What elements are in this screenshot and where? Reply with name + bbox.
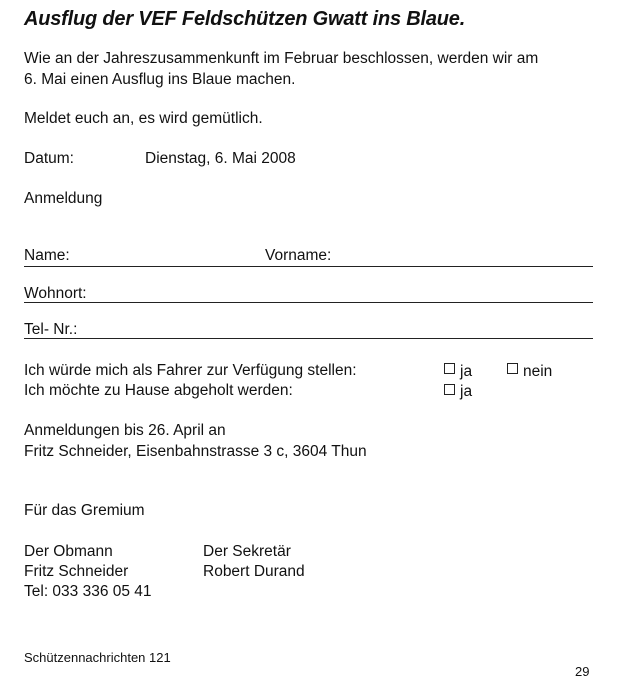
- name-label: Name:: [24, 247, 70, 264]
- publication-name: Schützennachrichten 121: [24, 650, 171, 665]
- registration-heading: Anmeldung: [24, 190, 103, 207]
- driver-no-checkbox[interactable]: [507, 363, 518, 374]
- driver-question: Ich würde mich als Fahrer zur Verfügung stellen:: [24, 362, 357, 379]
- vorname-label: Vorname:: [265, 247, 332, 264]
- committee-text: Für das Gremium: [24, 502, 145, 519]
- deadline-line-1: Anmeldungen bis 26. April an: [24, 422, 226, 439]
- tel-field-line[interactable]: [24, 338, 593, 339]
- obmann-phone: Tel: 033 336 05 41: [24, 583, 152, 600]
- page-title: Ausflug der VEF Feldschützen Gwatt ins Blaue.: [24, 8, 466, 30]
- pickup-question: Ich möchte zu Hause abgeholt werden:: [24, 382, 293, 399]
- invite-text: Meldet euch an, es wird gemütlich.: [24, 110, 263, 127]
- pickup-yes-checkbox[interactable]: [444, 384, 455, 395]
- driver-yes-label: ja: [460, 363, 473, 380]
- obmann-name: Fritz Schneider: [24, 563, 129, 580]
- name-field-line[interactable]: [24, 266, 593, 267]
- secretary-name: Robert Durand: [203, 563, 305, 580]
- tel-label: Tel- Nr.:: [24, 321, 78, 338]
- date-label: Datum:: [24, 150, 74, 167]
- wohnort-label: Wohnort:: [24, 285, 87, 302]
- intro-line-1: Wie an der Jahreszusammenkunft im Februar beschlossen, werden wir am: [24, 50, 539, 67]
- secretary-title: Der Sekretär: [203, 543, 291, 560]
- intro-line-2: 6. Mai einen Ausflug ins Blaue machen.: [24, 71, 296, 88]
- driver-yes-checkbox[interactable]: [444, 363, 455, 374]
- deadline-line-2: Fritz Schneider, Eisenbahnstrasse 3 c, 3604 Thun: [24, 443, 367, 460]
- driver-no-label: nein: [523, 363, 553, 380]
- pickup-yes-label: ja: [460, 383, 473, 400]
- obmann-title: Der Obmann: [24, 543, 113, 560]
- date-value: Dienstag, 6. Mai 2008: [145, 150, 296, 167]
- page-number: 29: [575, 664, 590, 679]
- wohnort-field-line[interactable]: [24, 302, 593, 303]
